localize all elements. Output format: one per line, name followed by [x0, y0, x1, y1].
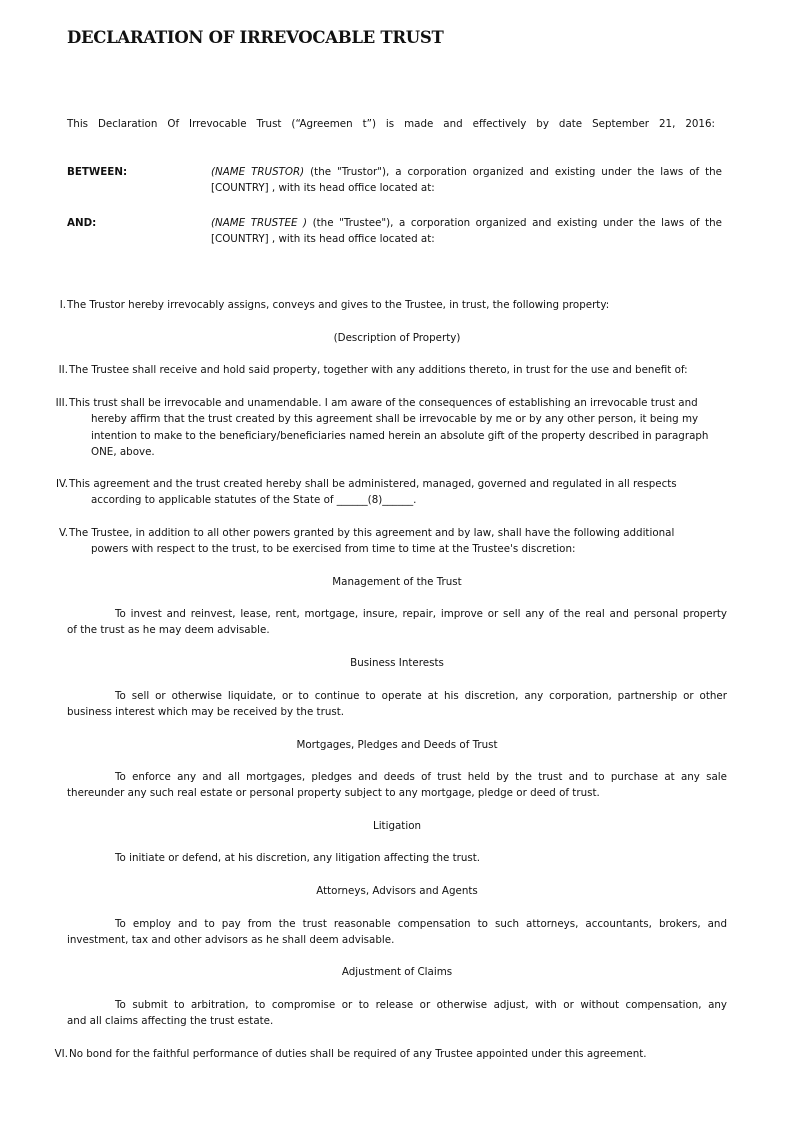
- intro-paragraph: This Declaration Of Irrevocable Trust (“Agreemen t”) is made and effectively by date September 21, 2016:: [67, 118, 715, 130]
- power-line-1: To initiate or defend, at his discretion, any litigation affecting the trust.: [115, 852, 481, 864]
- power-line-2: investment, tax and other advisors as he shall deem advisable.: [67, 934, 395, 947]
- document-title: DECLARATION OF IRREVOCABLE TRUST: [67, 28, 444, 47]
- party-line-1: [211, 164, 722, 180]
- power-paragraph: [67, 688, 727, 721]
- trustor-desc: (the "Trustor"), a corporation organized and existing under the laws of the: [304, 166, 722, 178]
- power-line-2: business interest which may be received by the trust.: [67, 706, 345, 719]
- power-paragraph: [67, 769, 727, 802]
- power-paragraph: [67, 606, 727, 639]
- party-text-trustee: [211, 215, 722, 248]
- party-label-between: BETWEEN:: [67, 166, 128, 178]
- article-continuation: powers with respect to the trust, to be exercised from time to time at the Trustee's discretion:: [91, 543, 576, 556]
- party-line-2: [COUNTRY] , with its head office located at:: [211, 182, 435, 195]
- power-heading: Management of the Trust: [332, 576, 462, 588]
- power-line-2: and all claims affecting the trust estate.: [67, 1015, 274, 1028]
- article-number: I.: [59, 299, 66, 311]
- power-heading: Litigation: [372, 820, 422, 832]
- article-text: The Trustee shall receive and hold said property, together with any additions thereto, in trust for the use and benefit of:: [69, 364, 688, 376]
- article-number: VI.: [54, 1048, 68, 1060]
- power-heading: Business Interests: [350, 657, 444, 669]
- trustor-name: (NAME TRUSTOR): [211, 166, 305, 178]
- article-text: This trust shall be irrevocable and unamendable. I am aware of the consequences of establishing an irrevocable trust and: [69, 397, 698, 409]
- article-text: The Trustor hereby irrevocably assigns, conveys and gives to the Trustee, in trust, the following property:: [67, 299, 610, 311]
- power-line-2: thereunder any such real estate or personal property subject to any mortgage, pledge or deed of trust.: [67, 787, 600, 800]
- party-line-2: [COUNTRY] , with its head office located at:: [211, 233, 435, 246]
- article-continuation: hereby affirm that the trust created by this agreement shall be irrevocable by me or by any other person, it being my intention to make to the beneficiary/beneficiaries named herein an absolute gift of the property described in paragraph ONE, above.: [91, 413, 709, 459]
- power-line-1: To enforce any and all mortgages, pledges and deeds of trust held by the trust and to purchase at any sale: [115, 771, 727, 783]
- article-number: II.: [58, 364, 68, 376]
- party-text-trustor: [211, 164, 722, 197]
- power-paragraph: [67, 850, 727, 866]
- power-paragraph: [67, 916, 727, 949]
- article-number: IV.: [55, 478, 68, 490]
- article-text: This agreement and the trust created hereby shall be administered, managed, governed and regulated in all respects: [69, 478, 677, 490]
- article-continuation: according to applicable statutes of the State of ______(8)______.: [91, 494, 417, 507]
- power-line-1: To submit to arbitration, to compromise or to release or otherwise adjust, with or without compensation, any: [115, 999, 727, 1011]
- power-line-1: To sell or otherwise liquidate, or to continue to operate at his discretion, any corporation, partnership or other: [115, 690, 727, 702]
- article-number: V.: [59, 527, 68, 539]
- trustee-name: (NAME TRUSTEE ): [211, 217, 308, 229]
- party-label-and: AND:: [67, 217, 97, 229]
- power-line-1: To invest and reinvest, lease, rent, mortgage, insure, repair, improve or sell any of the real and personal property: [115, 608, 727, 620]
- article-number: III.: [55, 397, 68, 409]
- article-text: No bond for the faithful performance of duties shall be required of any Trustee appointed under this agreement.: [69, 1048, 647, 1060]
- property-description: (Description of Property): [333, 332, 461, 344]
- power-heading: Adjustment of Claims: [341, 966, 453, 978]
- power-heading: Mortgages, Pledges and Deeds of Trust: [296, 739, 498, 751]
- power-paragraph: [67, 997, 727, 1030]
- power-heading: Attorneys, Advisors and Agents: [316, 885, 478, 897]
- power-line-2: of the trust as he may deem advisable.: [67, 624, 270, 637]
- party-line-1: [211, 215, 722, 231]
- article-text: The Trustee, in addition to all other powers granted by this agreement and by law, shall have the following additional: [69, 527, 675, 539]
- power-line-1: To employ and to pay from the trust reasonable compensation to such attorneys, accountants, brokers, and: [115, 918, 727, 930]
- trustee-desc: (the "Trustee"), a corporation organized and existing under the laws of the: [307, 217, 722, 229]
